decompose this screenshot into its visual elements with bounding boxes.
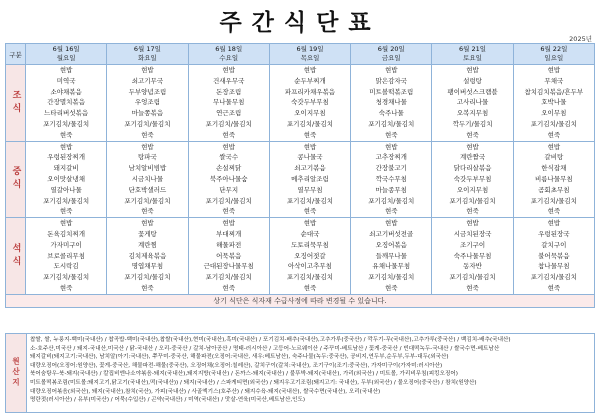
menu-item: 현죽 <box>141 283 154 292</box>
menu-item: 오징어볶음 <box>375 240 407 249</box>
menu-item: 쌀국수 <box>219 153 239 162</box>
meal-cell <box>269 218 350 295</box>
menu-item: 포기김치/물김치 <box>43 196 90 205</box>
menu-item: 북주아나물숨 <box>209 174 248 183</box>
year-note: 2025년 <box>569 35 592 43</box>
menu-item: 단무지 <box>219 185 239 194</box>
menu-item: 돈장조림 <box>216 87 242 96</box>
meal-label: 석식 <box>6 218 26 295</box>
menu-item: 포기김치/물김치 <box>286 119 334 128</box>
menu-item: 닭다리살볶음 <box>453 164 492 173</box>
origin-line: 대량오징어볶음(외국산), 돼지(국내산),참치(국산), 가피(국내산) / 사골엑기스(호주산) / 돼지수육-돼지(국내산), 쌀국수면(국내산), 오리(국내산) <box>30 388 381 395</box>
day-date: 6월 16일 <box>52 45 80 53</box>
menu-item: 현밥 <box>141 219 154 228</box>
origin-section <box>5 333 595 413</box>
day-header <box>107 44 188 65</box>
menu-item: 고사리나물 <box>456 98 489 107</box>
menu-item: 오이지무침 <box>456 185 489 194</box>
menu-item: 포기김치/물김치 <box>368 196 415 205</box>
menu-item: 현죽 <box>466 130 479 139</box>
menu-item: 간장불고기 <box>375 164 407 173</box>
menu-item: 포기김치/물김치 <box>205 196 252 205</box>
menu-item: 한식잡채 <box>541 164 567 173</box>
menu-item: 포기김치/물김치 <box>530 273 577 282</box>
menu-item: 현밥 <box>466 66 479 74</box>
menu-item: 포기김치/물김치 <box>286 196 334 205</box>
menu-item: 고추장찌개 <box>375 153 407 162</box>
meal-cell <box>432 65 513 142</box>
menu-item: 포기김치/물김치 <box>368 273 415 282</box>
day-header-row <box>6 44 595 65</box>
menu-item: 현죽 <box>547 207 561 216</box>
menu-item: 건새우무국 <box>213 76 245 85</box>
menu-item: 콩나물국 <box>297 153 323 162</box>
day-weekday: 일요일 <box>544 54 564 62</box>
day-header <box>188 44 269 65</box>
menu-item: 쇠고기버섯전골 <box>369 229 414 238</box>
day-weekday: 월요일 <box>56 54 76 62</box>
menu-item: 들깨무나물 <box>375 251 407 260</box>
menu-item: 포기김치/물김치 <box>368 119 415 128</box>
day-date: 6월 19일 <box>296 45 324 53</box>
menu-item: 현밥 <box>141 142 154 151</box>
menu-item: 현밥 <box>222 142 235 151</box>
menu-item: 오이무침 <box>541 109 567 118</box>
menu-item: 비름나물무침 <box>535 174 573 183</box>
menu-item: 현죽 <box>466 283 479 292</box>
menu-item: 설렁탕 <box>463 76 482 85</box>
menu-item: 갈치구이 <box>541 240 567 249</box>
menu-item: 쇠고기무국 <box>131 76 164 85</box>
menu-item: 숙갓두부무침 <box>453 174 492 183</box>
meal-cell <box>269 141 350 218</box>
menu-item: 열무무침 <box>297 185 323 194</box>
menu-item: 현죽 <box>59 283 73 292</box>
menu-item: 현밥 <box>384 66 398 74</box>
origin-line: 소-호주산,미국산 / 돼지-국내산,미국산 / 닭-국내산 / 오리-중국산 / 갈치-남아공산 / 명태-러시아산 / 고등어-노르웨이산 / 주꾸미-베트남산 / 꽃게-중국산 / 빈대떡녹두-국내산 / 쌀국수면-베트남산 <box>30 345 500 352</box>
menu-table <box>5 43 595 308</box>
notice-text: 상기 식단은 식자재 수급사정에 따라 변경될 수 있습니다. <box>6 294 595 307</box>
menu-item: 현밥 <box>141 66 154 74</box>
page-title: 주간식단표 <box>219 10 381 36</box>
meal-cell <box>513 141 594 218</box>
menu-item: 포기김치/물김치 <box>43 273 90 282</box>
menu-item: 불어묵볶음 <box>538 251 570 260</box>
menu-item: 단호박샐러드 <box>128 185 167 194</box>
menu-item: 포기김치/물김치 <box>205 119 252 128</box>
menu-item: 열갈아나물 <box>50 185 82 194</box>
menu-item: 순대국 <box>300 229 320 238</box>
day-date: 6월 17일 <box>133 45 161 53</box>
menu-item: 근대된장나물무침 <box>203 262 254 271</box>
menu-item: 마늘쫑볶음 <box>131 109 164 118</box>
menu-item: 현죽 <box>222 207 235 216</box>
menu-item: 무채국 <box>544 76 564 85</box>
menu-item: 오복지무침 <box>456 109 489 118</box>
menu-item: 도시락김 <box>53 262 79 271</box>
origin-label: 원산지 <box>6 334 27 412</box>
menu-item: 현밥 <box>303 142 317 151</box>
menu-item: 포기김치/물김치 <box>124 119 171 128</box>
menu-item: 맑은감자국 <box>375 76 407 85</box>
meal-cell <box>351 218 432 295</box>
day-date: 6월 21일 <box>459 45 487 53</box>
menu-item: 현죽 <box>547 130 561 139</box>
menu-item: 숙갓두부무침 <box>291 98 329 107</box>
meal-cell <box>351 141 432 218</box>
menu-item: 현죽 <box>303 283 317 292</box>
menu-item: 현죽 <box>59 207 73 216</box>
day-weekday: 금요일 <box>381 54 401 62</box>
origin-line: 찹쌀, 쌀, 누룽지-백미(국내산) / 찹곡밥-백미(국내산),찹쌀(국내산),현미(국내산),흑미(국내산) / 포기김치-배추(국내산),고추가루(중국산) / 깍두기-무(국내산),고추가루(중국산) / 백김치-배추(국내산) <box>30 337 511 343</box>
meal-cell <box>188 141 269 218</box>
menu-item: 미역국 <box>56 76 76 85</box>
menu-item: 현밥 <box>384 219 398 228</box>
menu-item: 현죽 <box>303 207 317 216</box>
origin-line: 북어숨탕우-북-돼지(국내산) / 칼집비엔나소야볶음-돼지(국내산),돼지지방(국내산) / 돈까스-돼지(국내산) / 불뚜박-돼지(국내산), 가리(외국산) / 미트볼, 가리비무침(피킹오징어) <box>30 371 458 378</box>
menu-item: 현밥 <box>547 142 561 151</box>
menu-item: 현죽 <box>59 130 73 139</box>
menu-item: 메추리알조림 <box>291 174 329 183</box>
meal-cell <box>26 218 107 295</box>
menu-item: 현밥 <box>59 142 73 151</box>
day-weekday: 화요일 <box>138 54 157 62</box>
menu-item: 느타리버섯볶음 <box>44 109 89 118</box>
meal-cell <box>188 65 269 142</box>
meal-row <box>6 141 595 218</box>
menu-item: 현죽 <box>141 207 154 216</box>
menu-item: 현밥 <box>59 219 73 228</box>
menu-item: 동자반 <box>463 262 482 271</box>
menu-item: 쇠고기볶음 <box>294 164 326 173</box>
menu-item: 명엽채무침 <box>131 262 164 271</box>
meal-cell <box>26 65 107 142</box>
menu-item: 포기김치/물김치 <box>43 119 90 128</box>
meal-label: 중식 <box>6 141 26 218</box>
menu-item: 현죽 <box>466 207 479 216</box>
menu-item: 브로콜리무침 <box>47 251 85 260</box>
day-header <box>513 44 594 65</box>
menu-item: 현밥 <box>466 142 479 151</box>
meal-label: 조식 <box>6 65 26 142</box>
day-weekday: 수요일 <box>219 54 239 62</box>
menu-item: 연근조림 <box>216 109 242 118</box>
origin-lines <box>30 336 594 405</box>
menu-item: 돈육김치찌개 <box>47 229 85 238</box>
meal-cell <box>107 218 188 295</box>
menu-item: 현밥 <box>59 66 73 74</box>
menu-item: 우렁된장찌개 <box>47 153 85 162</box>
meal-row <box>6 218 595 295</box>
menu-item: 도토리묵무침 <box>291 240 329 249</box>
menu-item: 오이맛살냉채 <box>47 174 85 183</box>
menu-item: 포기김치/물김치 <box>124 273 171 282</box>
menu-item: 두부양념조림 <box>128 87 167 96</box>
menu-item: 유채나물무침 <box>372 262 411 271</box>
menu-item: 시금치나물 <box>131 174 164 183</box>
menu-item: 포기김치/물김치 <box>205 273 252 282</box>
menu-item: 현죽 <box>547 283 561 292</box>
menu-item: 김치제육볶음 <box>128 251 167 260</box>
menu-item: 오징어젓갈 <box>294 251 326 260</box>
menu-item: 현밥 <box>303 219 317 228</box>
menu-item: 현밥 <box>384 142 398 151</box>
meal-cell <box>513 218 594 295</box>
header-label: 구분 <box>6 44 26 65</box>
menu-item: 포기김치/물김치 <box>449 196 496 205</box>
menu-item: 갈비탕 <box>544 153 564 162</box>
meal-rows <box>6 65 595 295</box>
menu-item: 소야채볶음 <box>50 87 82 96</box>
menu-item: 남치알비빔밥 <box>128 164 167 173</box>
menu-item: 계란찜 <box>138 240 157 249</box>
day-weekday: 목요일 <box>300 54 320 62</box>
menu-item: 아삭이고추무침 <box>288 262 332 271</box>
menu-item: 가자미구이 <box>50 240 82 249</box>
menu-item: 참치김치볶음/흔두부 <box>524 87 584 96</box>
menu-item: 부대찌개 <box>216 229 242 238</box>
menu-item: 계란짬국 <box>459 153 486 162</box>
meal-row <box>6 65 595 142</box>
meal-cell <box>26 141 107 218</box>
meal-cell <box>351 65 432 142</box>
menu-item: 현죽 <box>384 130 398 139</box>
meal-cell <box>432 141 513 218</box>
day-date: 6월 22일 <box>540 45 568 53</box>
menu-item: 곰회초무침 <box>538 185 570 194</box>
meal-cell <box>269 65 350 142</box>
menu-item: 현밥 <box>222 66 235 74</box>
menu-item: 현죽 <box>222 130 235 139</box>
menu-item: 꽃게탕 <box>138 229 157 238</box>
day-header <box>351 44 432 65</box>
menu-item: 현밥 <box>547 219 561 228</box>
menu-item: 순두부찌개 <box>294 76 326 85</box>
menu-item: 해물파전 <box>216 240 242 249</box>
menu-item: 포기김치/물김치 <box>124 196 171 205</box>
menu-item: 현죽 <box>222 283 235 292</box>
menu-item: 포기김치/물김치 <box>530 196 577 205</box>
menu-item: 어묵볶음 <box>216 251 242 260</box>
menu-item: 숙주나물 <box>378 109 404 118</box>
day-date: 6월 18일 <box>215 45 243 53</box>
menu-item: 탕파국 <box>138 153 157 162</box>
menu-item: 조기구이 <box>459 240 486 249</box>
menu-item: 청경채나물 <box>375 98 407 107</box>
day-header <box>432 44 513 65</box>
menu-item: 무나물무침 <box>213 98 245 107</box>
origin-line: 대량오징어(오징어:원양산), 꽃게-중국산, 해물파전-해물(중국산), 오징어채(오징어:칠레산), 갈치구이(갈치:국내산), 조기구이(조기:중국산), 가자미구이(가자미:러시아산) <box>30 362 443 369</box>
day-weekday: 토요일 <box>463 54 482 62</box>
origin-line: 명란젓(러시아산) / 유부(미국산) / 어묵(수입산) / 곤약(국내산) / 미역(국내산) / 맛살-연육(미국산,베트남산,인도) <box>30 397 306 404</box>
day-header <box>26 44 107 65</box>
menu-item: 미트볼떡볶조림 <box>369 87 414 96</box>
meal-cell <box>432 218 513 295</box>
meal-cell <box>107 141 188 218</box>
day-header <box>269 44 350 65</box>
menu-item: 현죽 <box>384 207 398 216</box>
menu-item: 호박나물 <box>541 98 567 107</box>
menu-item: 마늘종무침 <box>375 185 407 194</box>
menu-item: 돼지갈비 <box>53 164 79 173</box>
menu-item: 오이지무침 <box>294 109 326 118</box>
menu-item: 깍국수무침 <box>375 174 407 183</box>
menu-item: 포기김치/물김치 <box>286 273 334 282</box>
menu-item: 손설찌닭 <box>216 164 242 173</box>
menu-item: 간장멸치볶음 <box>47 98 85 107</box>
menu-item: 참나물무침 <box>538 262 570 271</box>
meal-cell <box>513 65 594 142</box>
menu-item: 현죽 <box>303 130 317 139</box>
menu-item: 현밥 <box>466 219 479 228</box>
menu-item: 시금치된장국 <box>453 229 492 238</box>
menu-item: 포기김치/물김치 <box>449 273 496 282</box>
notice-row <box>6 294 595 307</box>
menu-item: 깍두기/물김치 <box>452 119 493 128</box>
menu-item: 숙주나물무침 <box>453 251 492 260</box>
menu-item: 현죽 <box>141 130 154 139</box>
menu-item: 현밥 <box>303 66 317 74</box>
menu-item: 현죽 <box>384 283 398 292</box>
menu-item: 현밥 <box>547 66 561 74</box>
menu-item: 우엉조림 <box>134 98 160 107</box>
menu-item: 현밥 <box>222 219 235 228</box>
meal-cell <box>188 218 269 295</box>
origin-line: 돼지갈비(돼지고기:국내산), 남치알(아기:국내산), 쭈꾸미-중국산, 해물파전(오징어:국내산, 새우:베트남산), 숙주나물(녹두:중국산), 공비지,연두부,순두부,두부-대두(외국산) <box>30 354 449 361</box>
menu-item: 파프리카채우볶음 <box>284 87 336 96</box>
meal-cell <box>107 65 188 142</box>
menu-item: 팽이버섯스크램블 <box>447 87 498 96</box>
origin-line: 미트볼떡볶조림(미트볼:돼지고기,닭고기(국내산),떡(국내산)) / 돼지(국내산) / 스파게티면(외국산) / 돼지우고기조림(돼지고기: 국내산), 두부(외국산) / 물오징어(중국산) / 참치(원양산) <box>30 379 477 386</box>
day-date: 6월 20일 <box>377 45 405 53</box>
menu-item: 포기김치/물김치 <box>530 119 577 128</box>
menu-item: 우렁된장국 <box>538 229 570 238</box>
